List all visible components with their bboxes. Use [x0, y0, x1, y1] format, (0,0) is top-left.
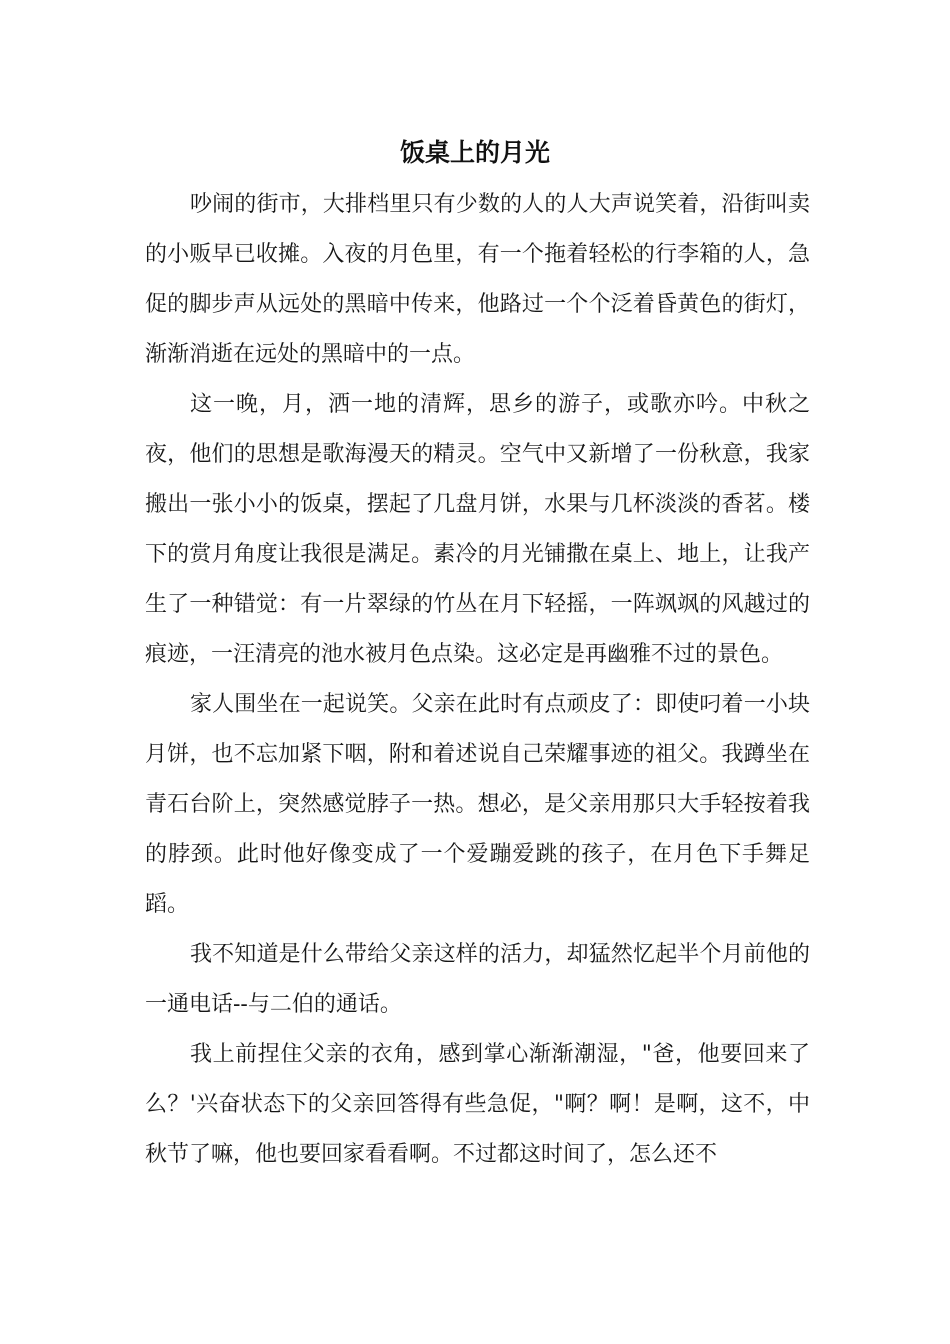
- paragraph: 这一晚，月，洒一地的清辉，思乡的游子，或歌亦吟。中秋之夜，他们的思想是歌海漫天的精灵。空气中又新增了一份秋意，我家搬出一张小小的饭桌，摆起了几盘月饼，水果与几杯淡淡的香茗。楼下的赏月角度让我很是满足。素冷的月光铺撒在桌上、地上，让我产生了一种错觉：有一片翠绿的竹丛在月下轻摇，一阵飒飒的风越过的痕迹，一汪清亮的池水被月色点染。这必定是再幽雅不过的景色。: [145, 392, 810, 667]
- paragraph: 家人围坐在一起说笑。父亲在此时有点顽皮了：即使叼着一小块月饼，也不忘加紧下咽，附和着述说自己荣耀事迹的祖父。我蹲坐在青石台阶上，突然感觉脖子一热。想必，是父亲用那只大手轻按着我的脖颈。此时他好像变成了一个爱蹦爱跳的孩子，在月色下手舞足蹈。: [145, 692, 810, 917]
- document-body: [145, 180, 810, 1180]
- paragraph: 吵闹的街市，大排档里只有少数的人的人大声说笑着，沿街叫卖的小贩早已收摊。入夜的月色里，有一个拖着轻松的行李箱的人，急促的脚步声从远处的黑暗中传来，他路过一个个泛着昏黄色的街灯，渐渐消逝在远处的黑暗中的一点。: [145, 192, 810, 367]
- paragraph: 我上前捏住父亲的衣角，感到掌心渐渐潮湿，"爸，他要回来了么？'兴奋状态下的父亲回答得有些急促，"啊？啊！是啊，这不，中秋节了嘛，他也要回家看看啊。不过都这时间了，怎么还不: [145, 1042, 810, 1167]
- paragraph: 我不知道是什么带给父亲这样的活力，却猛然忆起半个月前他的一通电话--与二伯的通话。: [145, 942, 810, 1017]
- document-title: 饭桌上的月光: [399, 138, 550, 167]
